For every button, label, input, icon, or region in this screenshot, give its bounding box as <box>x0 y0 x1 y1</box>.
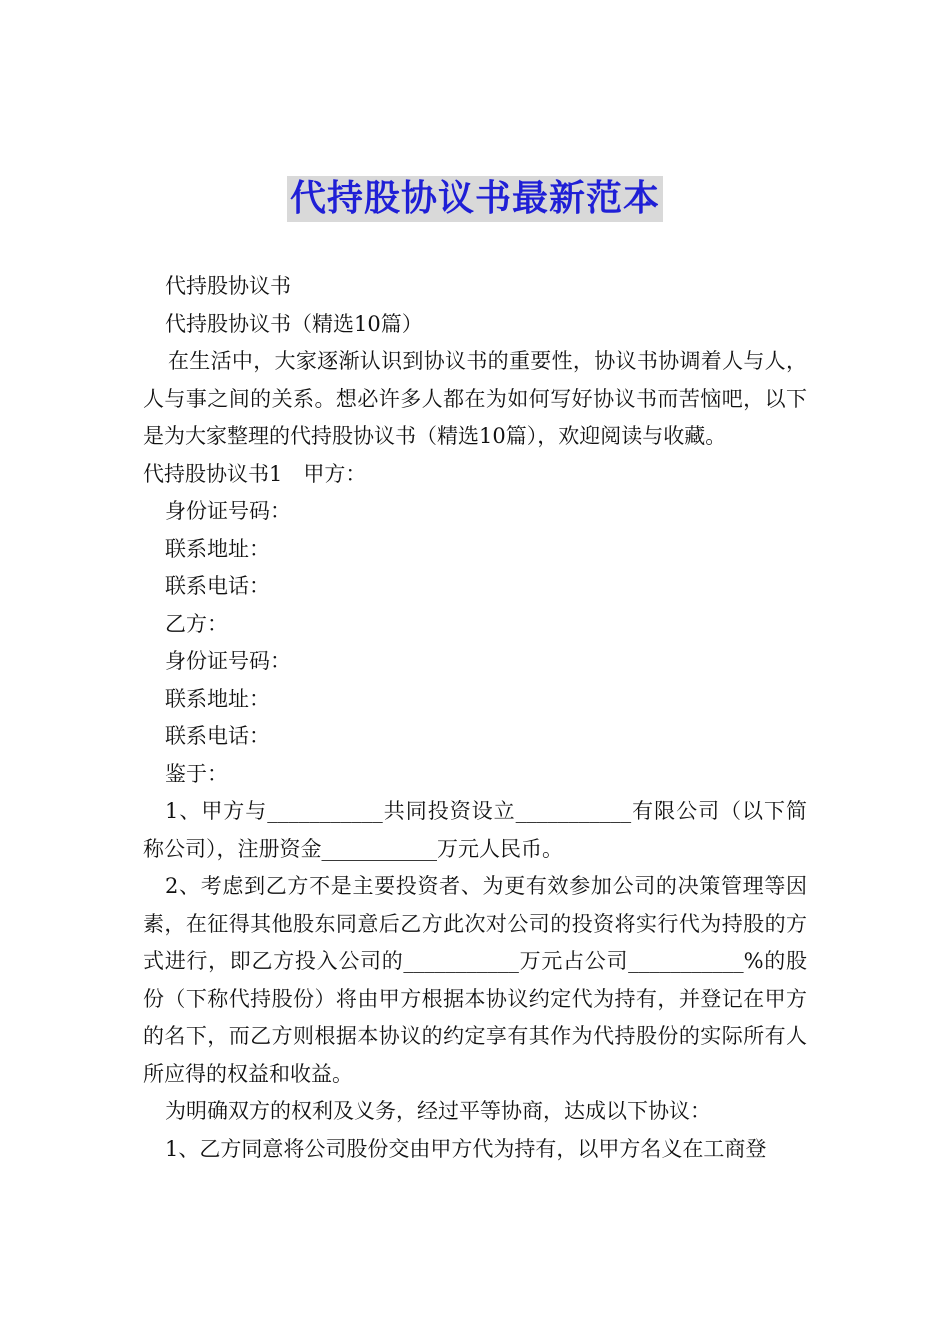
title-container <box>0 176 950 222</box>
paragraph: 身份证号码： <box>165 499 291 523</box>
paragraph: 代持股协议书1 甲方： <box>143 461 367 486</box>
document-title: 代持股协议书最新范本 <box>287 176 663 222</box>
paragraph: 联系地址： <box>165 686 270 711</box>
document-body <box>143 268 807 1168</box>
paragraph: 联系地址： <box>165 536 270 561</box>
paragraph: 鉴于： <box>165 761 228 786</box>
paragraph: 代持股协议书（精选10篇） <box>165 311 423 336</box>
paragraph: 在生活中，大家逐渐认识到协议书的重要性，协议书协调着人与人，人与事之间的关系。想必许多人都在为如何写好协议书而苦恼吧，以下是为大家整理的代持股协议书（精选10篇），欢迎阅读与收藏。 <box>143 349 807 448</box>
paragraph: 1、甲方与___________共同投资设立___________有限公司（以下简称公司），注册资金___________万元人民币。 <box>143 799 807 861</box>
paragraph: 乙方： <box>165 611 228 636</box>
paragraph: 为明确双方的权利及义务，经过平等协商，达成以下协议： <box>165 1099 711 1123</box>
paragraph: 联系电话： <box>165 724 270 748</box>
paragraph: 身份证号码： <box>165 649 291 673</box>
paragraph: 2、考虑到乙方不是主要投资者、为更有效参加公司的决策管理等因素，在征得其他股东同意后乙方此次对公司的投资将实行代为持股的方式进行，即乙方投入公司的___________万元占公司___________%的股份（下称代持股份）将由甲方根据本协议约定代为持有，并登记在甲方的名下，而乙方则根据本协议的约定享有其作为代持股份的实际所有人所应得的权益和收益。 <box>143 874 807 1086</box>
paragraph: 联系电话： <box>165 574 270 598</box>
paragraph: 代持股协议书 <box>165 274 291 298</box>
paragraph: 1、乙方同意将公司股份交由甲方代为持有，以甲方名义在工商登 <box>165 1136 767 1161</box>
